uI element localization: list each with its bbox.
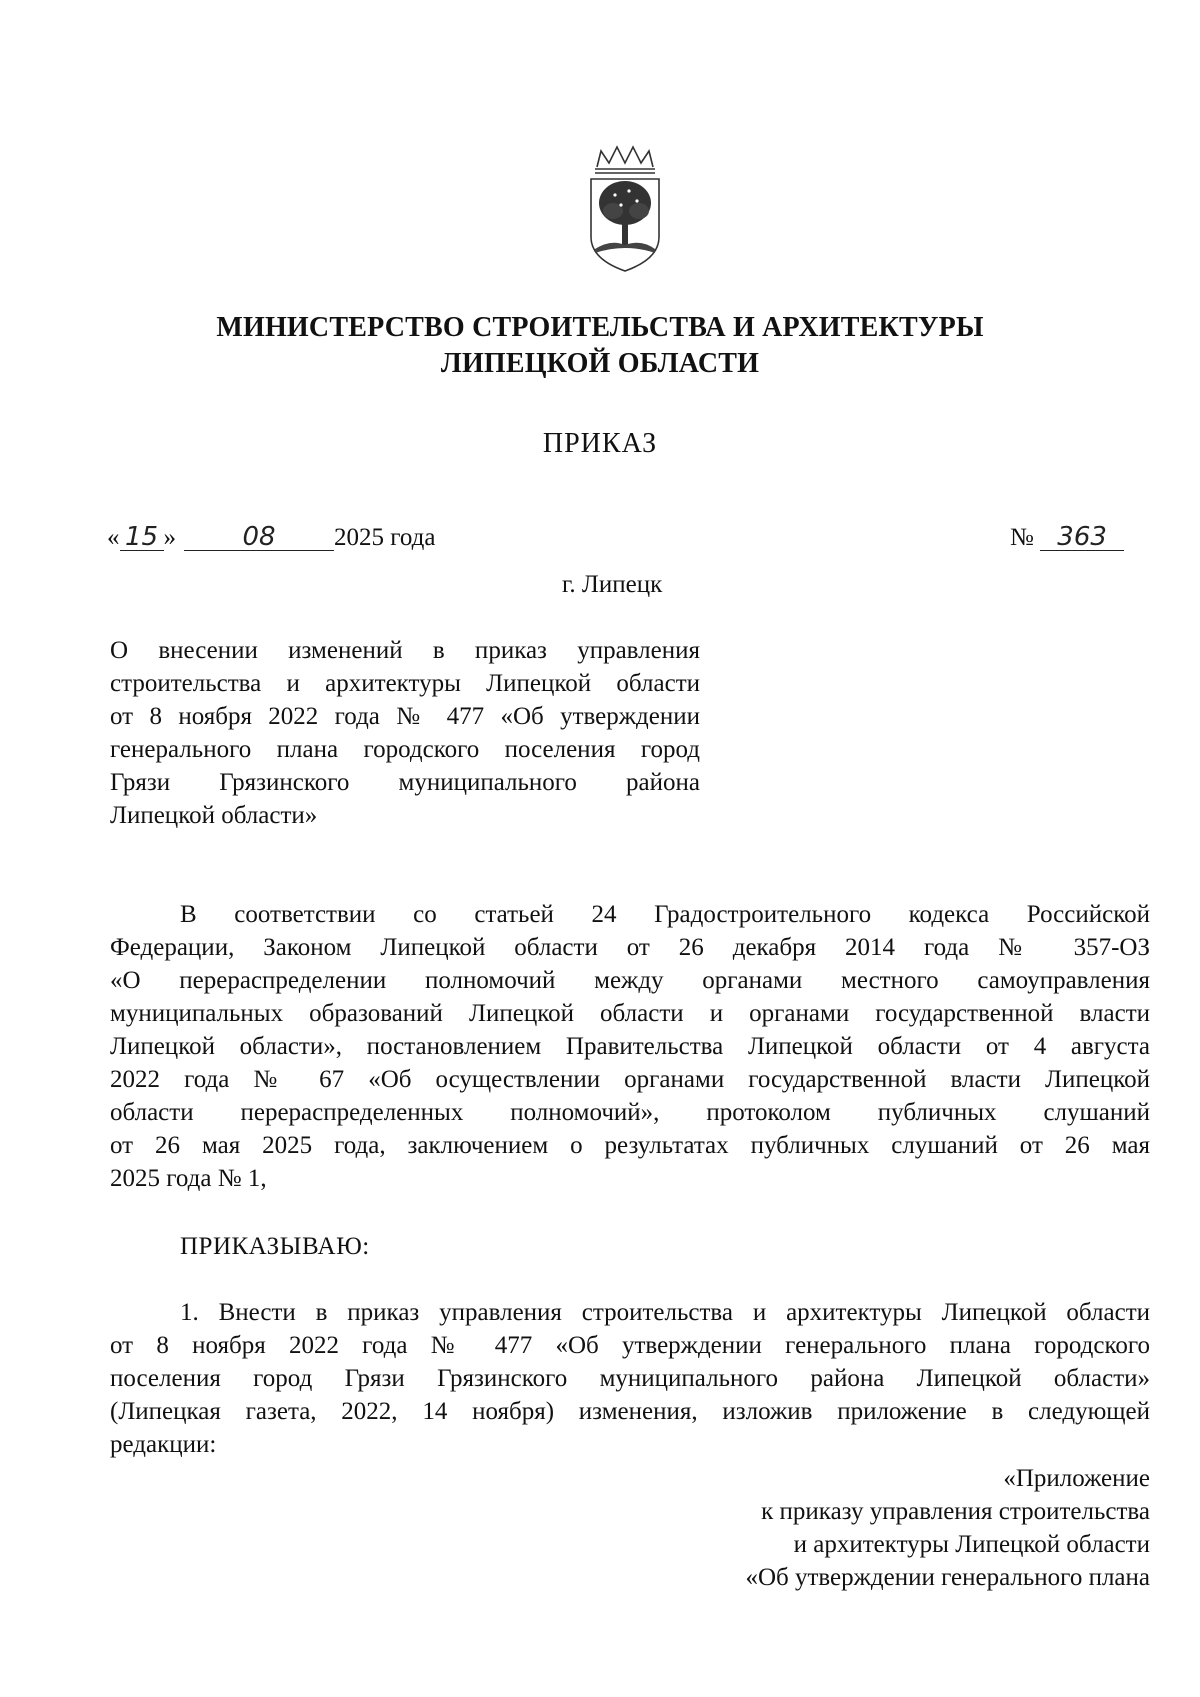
date-year: 2025 года xyxy=(334,524,436,551)
title-line: Липецкой области» xyxy=(110,802,318,829)
title-line: О внесении изменений в приказ управления xyxy=(110,637,700,664)
item-line: 1. Внести в приказ управления строительства и архитектуры Липецкой области xyxy=(180,1299,1150,1326)
title-line: генерального плана городского поселения город xyxy=(110,736,700,763)
document-number xyxy=(1010,524,1124,552)
date-day: 15 xyxy=(120,524,164,551)
coat-of-arms-icon xyxy=(585,145,665,273)
appendix-header xyxy=(745,1462,1150,1594)
appendix-line: «Приложение xyxy=(1003,1465,1150,1492)
preamble-line: области перераспределенных полномочий», протоколом публичных слушаний xyxy=(110,1099,1150,1126)
item-line: редакции: xyxy=(110,1431,217,1458)
preamble-paragraph xyxy=(110,898,1150,1195)
org-name-line1: МИНИСТЕРСТВО СТРОИТЕЛЬСТВА И АРХИТЕКТУРЫ xyxy=(216,312,984,343)
preamble-line: 2025 года № 1, xyxy=(110,1165,267,1192)
title-line: от 8 ноября 2022 года № 477 «Об утверждении xyxy=(110,703,700,730)
document-date xyxy=(107,524,435,552)
preamble-line: муниципальных образований Липецкой области и органами государственной власти xyxy=(110,1000,1150,1027)
city: г. Липецк xyxy=(562,571,663,598)
appendix-line: и архитектуры Липецкой области xyxy=(793,1531,1150,1558)
item-1-paragraph xyxy=(110,1296,1150,1461)
org-name-line2: ЛИПЕЦКОЙ ОБЛАСТИ xyxy=(440,348,760,379)
item-line: поселения город Грязи Грязинского муниципального района Липецкой области» xyxy=(110,1365,1150,1392)
preamble-line: «О перераспределении полномочий между органами местного самоуправления xyxy=(110,967,1150,994)
document-type: ПРИКАЗ xyxy=(542,428,658,459)
number-value: 363 xyxy=(1040,524,1124,551)
preamble-line: В соответствии со статьей 24 Градостроительного кодекса Российской xyxy=(180,901,1150,928)
appendix-line: «Об утверждении генерального плана xyxy=(745,1564,1150,1591)
item-line: (Липецкая газета, 2022, 14 ноября) изменения, изложив приложение в следующей xyxy=(110,1398,1150,1425)
appendix-line: к приказу управления строительства xyxy=(761,1498,1150,1525)
title-line: строительства и архитектуры Липецкой области xyxy=(110,670,700,697)
date-month: 08 xyxy=(184,524,334,551)
preamble-line: Федерации, Законом Липецкой области от 26 декабря 2014 года № 357-ОЗ xyxy=(110,934,1150,961)
date-quote-close: » xyxy=(163,524,176,551)
date-quote-open: « xyxy=(107,524,120,551)
preamble-line: от 26 мая 2025 года, заключением о результатах публичных слушаний от 26 мая xyxy=(110,1132,1150,1159)
number-label: № xyxy=(1010,524,1034,551)
preamble-line: Липецкой области», постановлением Правительства Липецкой области от 4 августа xyxy=(110,1033,1150,1060)
document-title xyxy=(110,634,700,832)
orders-heading: ПРИКАЗЫВАЮ: xyxy=(180,1233,370,1260)
title-line: Грязи Грязинского муниципального района xyxy=(110,769,700,796)
item-line: от 8 ноября 2022 года № 477 «Об утверждении генерального плана городского xyxy=(110,1332,1150,1359)
preamble-line: 2022 года № 67 «Об осуществлении органами государственной власти Липецкой xyxy=(110,1066,1150,1093)
